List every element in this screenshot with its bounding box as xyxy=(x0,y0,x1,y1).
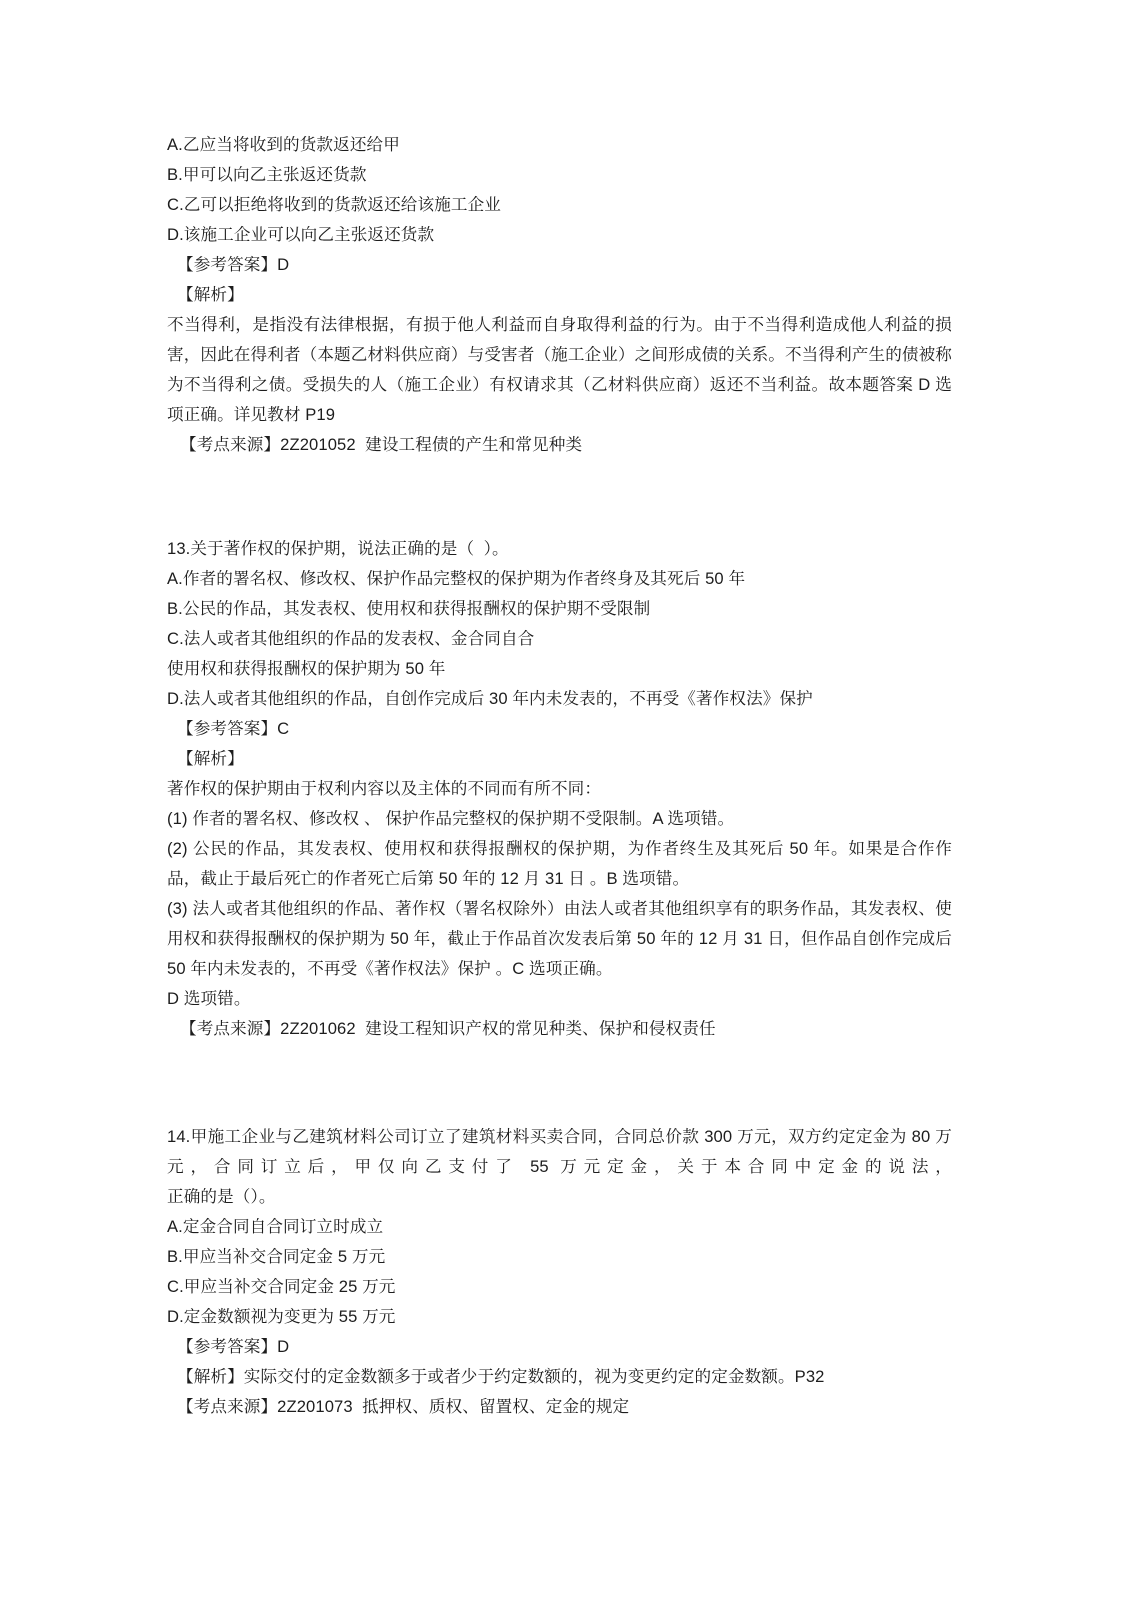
q12-source: 【考点来源】2Z201052 建设工程债的产生和常见种类 xyxy=(180,435,583,454)
q13-analysis-item-2: (2) 公民的作品，其发表权、使用权和获得报酬权的保护期，为作者终生及其死后 50 年。如果是合作作品，截止于最后死亡的作者死亡后第 50 年的 12 月 31 日 。B 选项错。 xyxy=(167,839,952,888)
q12-answer: 【参考答案】D xyxy=(177,255,290,274)
q14-option-a: A.定金合同自合同订立时成立 xyxy=(167,1217,384,1236)
q14-analysis: 【解析】实际交付的定金数额多于或者少于约定数额的，视为变更约定的定金数额。P32 xyxy=(177,1367,825,1386)
q14-source: 【考点来源】2Z201073 抵押权、质权、留置权、定金的规定 xyxy=(177,1397,630,1416)
q14-option-c: C.甲应当补交合同定金 25 万元 xyxy=(167,1277,396,1296)
q12-analysis-label: 【解析】 xyxy=(177,285,244,304)
question-13-block xyxy=(167,534,952,1044)
q13-option-b: B.公民的作品，其发表权、使用权和获得报酬权的保护期不受限制 xyxy=(167,599,651,618)
q13-analysis-item-4: D 选项错。 xyxy=(167,989,251,1008)
q13-analysis-label: 【解析】 xyxy=(177,749,244,768)
q13-option-c-continued: 使用权和获得报酬权的保护期为 50 年 xyxy=(167,659,446,678)
q13-analysis-item-1: (1) 作者的署名权、修改权 、 保护作品完整权的保护期不受限制。A 选项错。 xyxy=(167,809,735,828)
q13-answer: 【参考答案】C xyxy=(177,719,290,738)
q13-stem: 13.关于著作权的保护期，说法正确的是（ ）。 xyxy=(167,539,509,558)
q12-option-a: A.乙应当将收到的货款返还给甲 xyxy=(167,135,400,154)
q12-option-c: C.乙可以拒绝将收到的货款返还给该施工企业 xyxy=(167,195,501,214)
q14-option-b: B.甲应当补交合同定金 5 万元 xyxy=(167,1247,386,1266)
q14-stem: 14.甲施工企业与乙建筑材料公司订立了建筑材料买卖合同，合同总价款 300 万元，双方约定定金为 80 万元，合同订立后，甲仅向乙支付了 55 万元定金，关于本合同中定金的说法， xyxy=(167,1127,952,1176)
section-gap-1 xyxy=(167,460,952,534)
q12-option-b: B.甲可以向乙主张返还货款 xyxy=(167,165,367,184)
question-12-block xyxy=(167,130,952,460)
q13-option-a: A.作者的署名权、修改权、保护作品完整权的保护期为作者终身及其死后 50 年 xyxy=(167,569,746,588)
q12-option-d: D.该施工企业可以向乙主张返还货款 xyxy=(167,225,435,244)
q14-answer: 【参考答案】D xyxy=(177,1337,290,1356)
q14-stem-last-line: 正确的是（）。 xyxy=(167,1187,276,1206)
section-gap-2 xyxy=(167,1044,952,1122)
q13-source: 【考点来源】2Z201062 建设工程知识产权的常见种类、保护和侵权责任 xyxy=(180,1019,716,1038)
q12-analysis-body: 不当得利，是指没有法律根据，有损于他人利益而自身取得利益的行为。由于不当得利造成他人利益的损害，因此在得利者（本题乙材料供应商）与受害者（施工企业）之间形成债的关系。不当得利产生的债被称为不当得利之债。受损失的人（施工企业）有权请求其（乙材料供应商）返还不当利益。故本题答案 D 选项正确。详见教材 P19 xyxy=(167,315,952,424)
q14-option-d: D.定金数额视为变更为 55 万元 xyxy=(167,1307,396,1326)
question-14-block xyxy=(167,1122,952,1422)
q13-analysis-item-3: (3) 法人或者其他组织的作品、著作权（署名权除外）由法人或者其他组织享有的职务作品，其发表权、使用权和获得报酬权的保护期为 50 年，截止于作品首次发表后第 50 年的 12 月 31 日，但作品自创作完成后 50 年内未发表的，不再受《著作权法》保护 。C 选项正确。 xyxy=(167,899,952,978)
q13-option-d: D.法人或者其他组织的作品，自创作完成后 30 年内未发表的，不再受《著作权法》保护 xyxy=(167,689,813,708)
q13-option-c: C.法人或者其他组织的作品的发表权、金合同自合 xyxy=(167,629,535,648)
q13-analysis-intro: 著作权的保护期由于权利内容以及主体的不同而有所不同： xyxy=(167,779,602,798)
